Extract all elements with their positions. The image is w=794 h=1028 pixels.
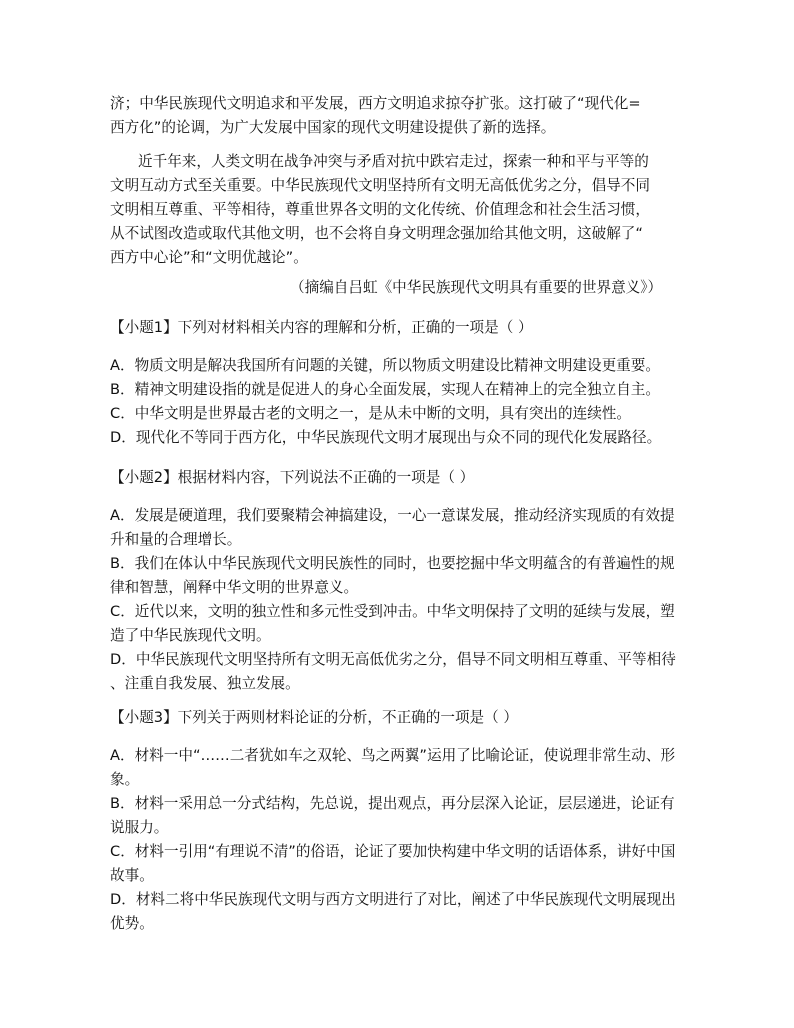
question-2-option-a: A．发展是硬道理，我们要聚精会神搞建设，一心一意谋发展，推动经济实现质的有效提: [110, 507, 675, 524]
question-3-option-b-cont: 说服力。: [110, 819, 169, 836]
question-1-option-d: D．现代化不等同于西方化，中华民族现代文明才展现出与众不同的现代化发展路径。: [110, 429, 662, 446]
question-2-option-b: B．我们在体认中华民族现代文明民族性的同时，也要挖掘中华文明蕴含的有普遍性的规: [110, 555, 675, 572]
question-2-option-c-cont: 造了中华民族现代文明。: [110, 627, 271, 644]
question-2-option-b-cont: 律和智慧，阐释中华文明的世界意义。: [110, 579, 359, 596]
question-2-stem: 【小题2】根据材料内容，下列说法不正确的一项是（ ）: [110, 469, 475, 486]
question-2-option-d: D．中华民族现代文明坚持所有文明无高低优劣之分，倡导不同文明相互尊重、平等相待: [110, 651, 676, 668]
passage-line: 西方化”的论调，为广大发展中国家的现代文明建设提供了新的选择。: [110, 119, 556, 136]
question-3-option-b: B．材料一采用总一分式结构，先总说，提出观点，再分层深入论证，层层递进，论证有: [110, 795, 675, 812]
passage-line: 济；中华民族现代文明追求和平发展，西方文明追求掠夺扩张。这打破了“现代化=: [110, 95, 641, 112]
question-3-option-a: A．材料一中“……二者犹如车之双轮、鸟之两翼”运用了比喻论证，使说理非常生动、形: [110, 747, 676, 764]
passage-line: 西方中心论”和“文明优越论”。: [110, 249, 308, 266]
question-1-option-b: B．精神文明建设指的就是促进人的身心全面发展，实现人在精神上的完全独立自主。: [110, 381, 660, 398]
passage-line: 从不试图改造或取代其他文明，也不会将自身文明理念强加给其他文明，这破解了“: [110, 225, 643, 242]
question-2-option-d-cont: 、注重自我发展、独立发展。: [110, 675, 300, 692]
question-1-option-a: A．物质文明是解决我国所有问题的关键，所以物质文明建设比精神文明建设更重要。: [110, 357, 660, 374]
question-1-stem: 【小题1】下列对材料相关内容的理解和分析，正确的一项是（ ）: [110, 319, 533, 336]
question-3-option-c: C．材料一引用“有理说不清”的俗语，论证了要加快构建中华文明的话语体系，讲好中国: [110, 843, 676, 860]
question-1-option-c: C．中华文明是世界最古老的文明之一，是从未中断的文明，具有突出的连续性。: [110, 405, 631, 422]
passage-line: 文明互动方式至关重要。中华民族现代文明坚持所有文明无高低优劣之分，倡导不同: [110, 177, 650, 194]
question-3-option-c-cont: 故事。: [110, 867, 154, 884]
question-2-option-a-cont: 升和量的合理增长。: [110, 531, 242, 548]
question-3-option-d: D．材料二将中华民族现代文明与西方文明进行了对比，阐述了中华民族现代文明展现出: [110, 891, 676, 908]
passage-line: 文明相互尊重、平等相待，尊重世界各文明的文化传统、价值理念和社会生活习惯，: [110, 201, 650, 218]
passage-line: 近千年来，人类文明在战争冲突与矛盾对抗中跌宕走过，探索一种和平与平等的: [138, 153, 649, 170]
passage-source: （摘编自吕虹《中华民族现代文明具有重要的世界意义》）: [290, 279, 663, 296]
question-3-option-d-cont: 优势。: [110, 915, 154, 932]
question-3-stem: 【小题3】下列关于两则材料论证的分析，不正确的一项是（ ）: [110, 709, 518, 726]
question-2-option-c: C．近代以来，文明的独立性和多元性受到冲击。中华文明保持了文明的延续与发展，塑: [110, 603, 675, 620]
question-3-option-a-cont: 象。: [110, 771, 140, 788]
